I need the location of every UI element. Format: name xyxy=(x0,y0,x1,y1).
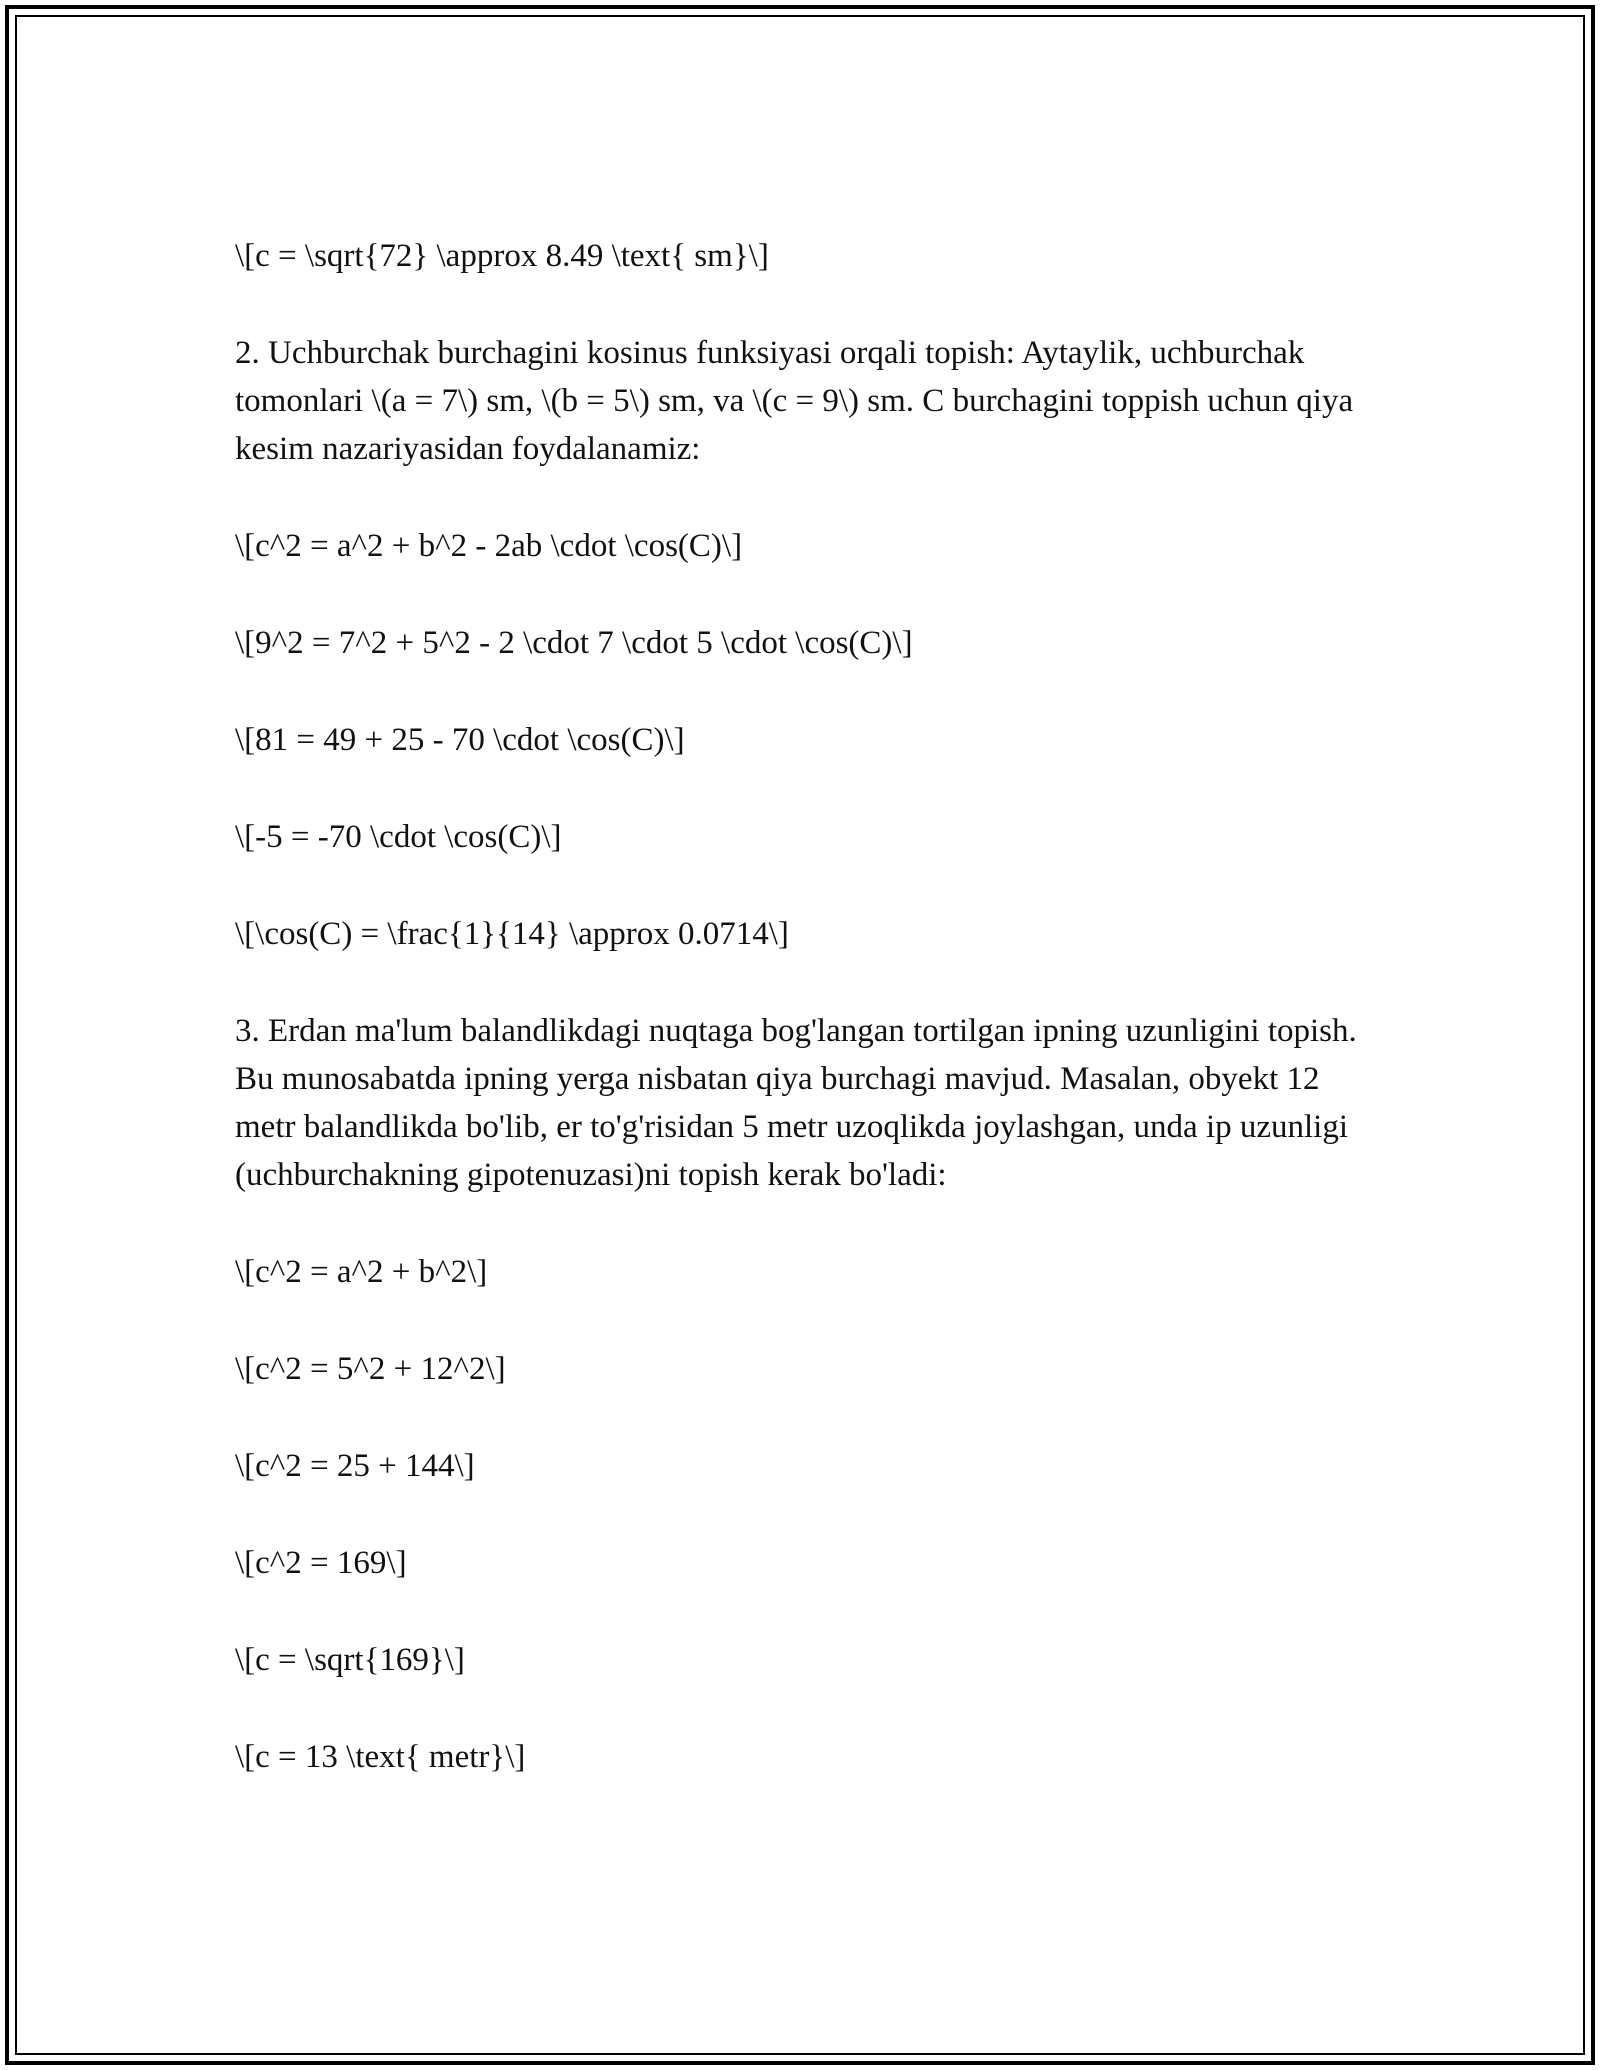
formula-line: \[c^2 = 25 + 144\] xyxy=(235,1448,475,1484)
document-body xyxy=(235,232,1365,1830)
formula-line: \[c^2 = a^2 + b^2\] xyxy=(235,1254,488,1290)
formula-line: \[c^2 = 5^2 + 12^2\] xyxy=(235,1351,506,1387)
formula-line: \[-5 = -70 \cdot \cos(C)\] xyxy=(235,819,562,855)
paragraph-item-2: 2. Uchburchak burchagini kosinus funksiyasi orqali topish: Aytaylik, uchburchak tomonlari \(a = 7\) sm, \(b = 5\) sm, va \(c = 9\) sm. C burchagini toppish uchun qiya kesim nazariyasidan foydalanamiz: xyxy=(235,335,1362,467)
formula-line: \[c = \sqrt{169}\] xyxy=(235,1642,465,1678)
formula-line: \[9^2 = 7^2 + 5^2 - 2 \cdot 7 \cdot 5 \cdot \cos(C)\] xyxy=(235,625,913,661)
paragraph-item-3: 3. Erdan ma'lum balandlikdagi nuqtaga bog'langan tortilgan ipning uzunligini topish. Bu munosabatda ipning yerga nisbatan qiya burchagi mavjud. Masalan, obyekt 12 metr balandlikda bo'lib, er to'g'risidan 5 metr uzoqlikda joylashgan, unda ip uzunligi (uchburchakning gipotenuzasi)ni topish kerak bo'ladi: xyxy=(235,1013,1366,1193)
formula-line: \[81 = 49 + 25 - 70 \cdot \cos(C)\] xyxy=(235,722,685,758)
formula-line: \[\cos(C) = \frac{1}{14} \approx 0.0714\] xyxy=(235,916,789,952)
formula-line: \[c = \sqrt{72} \approx 8.49 \text{ sm}\] xyxy=(235,238,769,274)
formula-line: \[c^2 = 169\] xyxy=(235,1545,407,1581)
formula-line: \[c = 13 \text{ metr}\] xyxy=(235,1739,526,1775)
formula-line: \[c^2 = a^2 + b^2 - 2ab \cdot \cos(C)\] xyxy=(235,528,743,564)
